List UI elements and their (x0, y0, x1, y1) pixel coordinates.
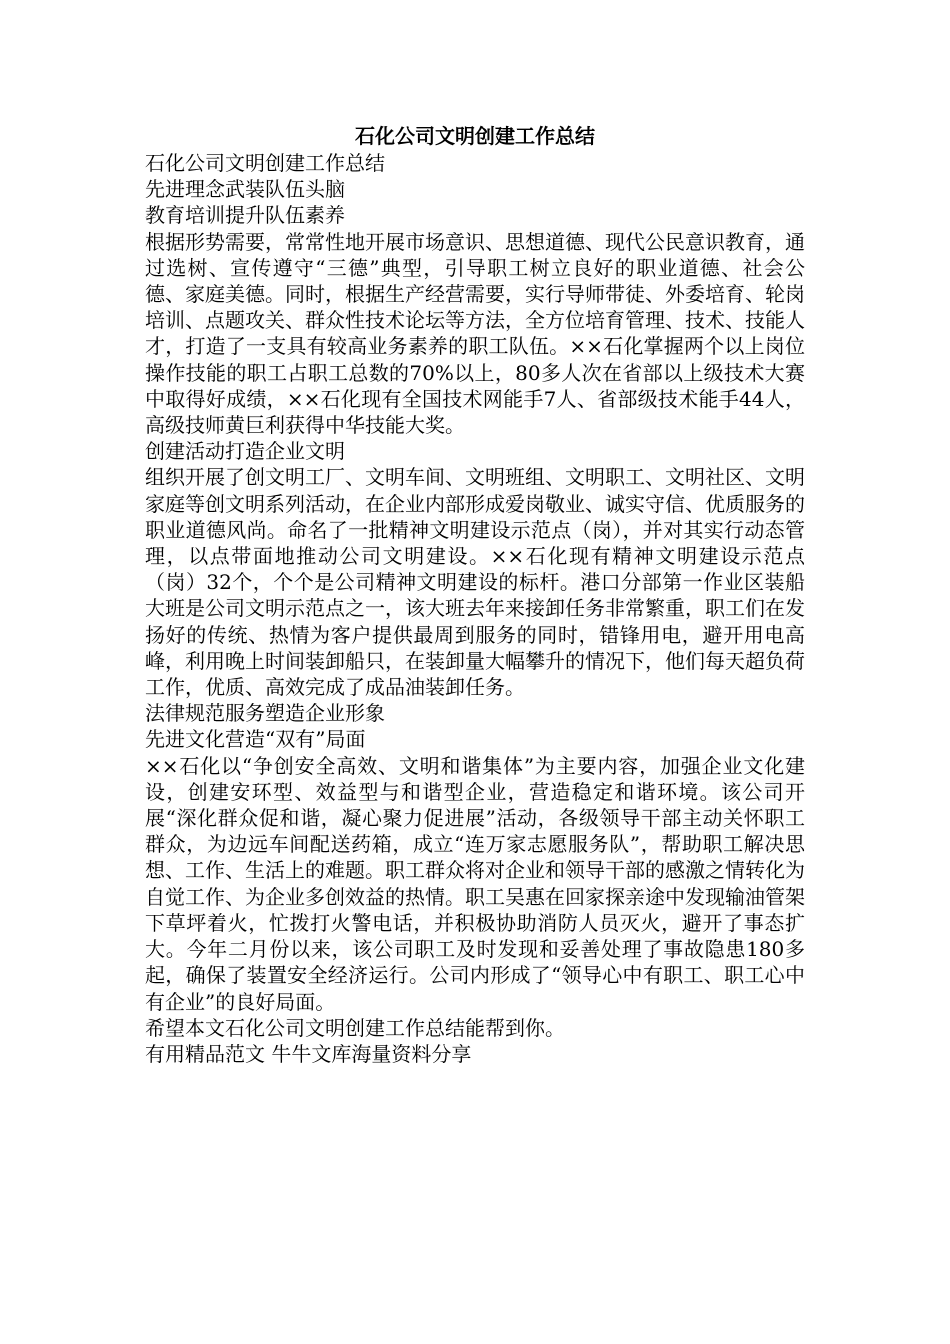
subtitle-line: 石化公司文明创建工作总结 (145, 151, 385, 175)
section-heading: 创建活动打造企业文明 (145, 439, 345, 464)
document-title: 石化公司文明创建工作总结 (355, 124, 595, 148)
section-heading: 先进理念武装队伍头脑 (145, 177, 345, 202)
section-heading: 法律规范服务塑造企业形象 (145, 701, 385, 726)
closing-line: 希望本文石化公司文明创建工作总结能帮到你。 (145, 1015, 565, 1040)
section-heading: 先进文化营造“双有”局面 (145, 727, 366, 752)
paragraph: 根据形势需要，常常性地开展市场意识、思想道德、现代公民意识教育，通过选树、宣传遵守“三德”典型，引导职工树立良好的职业道德、社会公德、家庭美德。同时，根据生产经营需要，实行导师带徒、外委培育、轮岗培训、点题攻关、群众性技术论坛等方法，全方位培育管理、技术、技能人才，打造了一支具有较高业务素养的职工队伍。××石化掌握两个以上岗位操作技能的职工占职工总数的70%以上，80多人次在省部以上级技术大赛中取得好成绩，××石化现有全国技术网能手7人、省部级技术能手44人，高级技师黄巨利获得中华技能大奖。 (145, 229, 805, 438)
footer-line: 有用精品范文 牛牛文库海量资料分享 (145, 1041, 472, 1066)
section-heading: 教育培训提升队伍素养 (145, 203, 345, 228)
paragraph: ××石化以“争创安全高效、文明和谐集体”为主要内容，加强企业文化建设，创建安环型、效益型与和谐型企业，营造稳定和谐环境。该公司开展“深化群众促和谐，凝心聚力促进展”活动，各级领导干部主动关怀职工群众，为边远车间配送药箱，成立“连万家志愿服务队”，帮助职工解决思想、工作、生活上的难题。职工群众将对企业和领导干部的感激之情转化为自觉工作、为企业多创效益的热情。职工吴惠在回家探亲途中发现输油管架下草坪着火，忙拨打火警电话，并积极协助消防人员灭火，避开了事态扩大。今年二月份以来，该公司职工及时发现和妥善处理了事故隐患180多起，确保了装置安全经济运行。公司内形成了“领导心中有职工、职工心中有企业”的良好局面。 (145, 753, 805, 1014)
document-page (145, 122, 805, 1067)
paragraph: 组织开展了创文明工厂、文明车间、文明班组、文明职工、文明社区、文明家庭等创文明系列活动，在企业内部形成爱岗敬业、诚实守信、优质服务的职业道德风尚。命名了一批精神文明建设示范点（岗），并对其实行动态管理，以点带面地推动公司文明建设。××石化现有精神文明建设示范点（岗）32个，个个是公司精神文明建设的标杆。港口分部第一作业区装船大班是公司文明示范点之一，该大班去年来接卸任务非常繁重，职工们在发扬好的传统、热情为客户提供最周到服务的同时，错锋用电，避开用电高峰，利用晚上时间装卸船只，在装卸量大幅攀升的情况下，他们每天超负荷工作，优质、高效完成了成品油装卸任务。 (145, 465, 805, 700)
